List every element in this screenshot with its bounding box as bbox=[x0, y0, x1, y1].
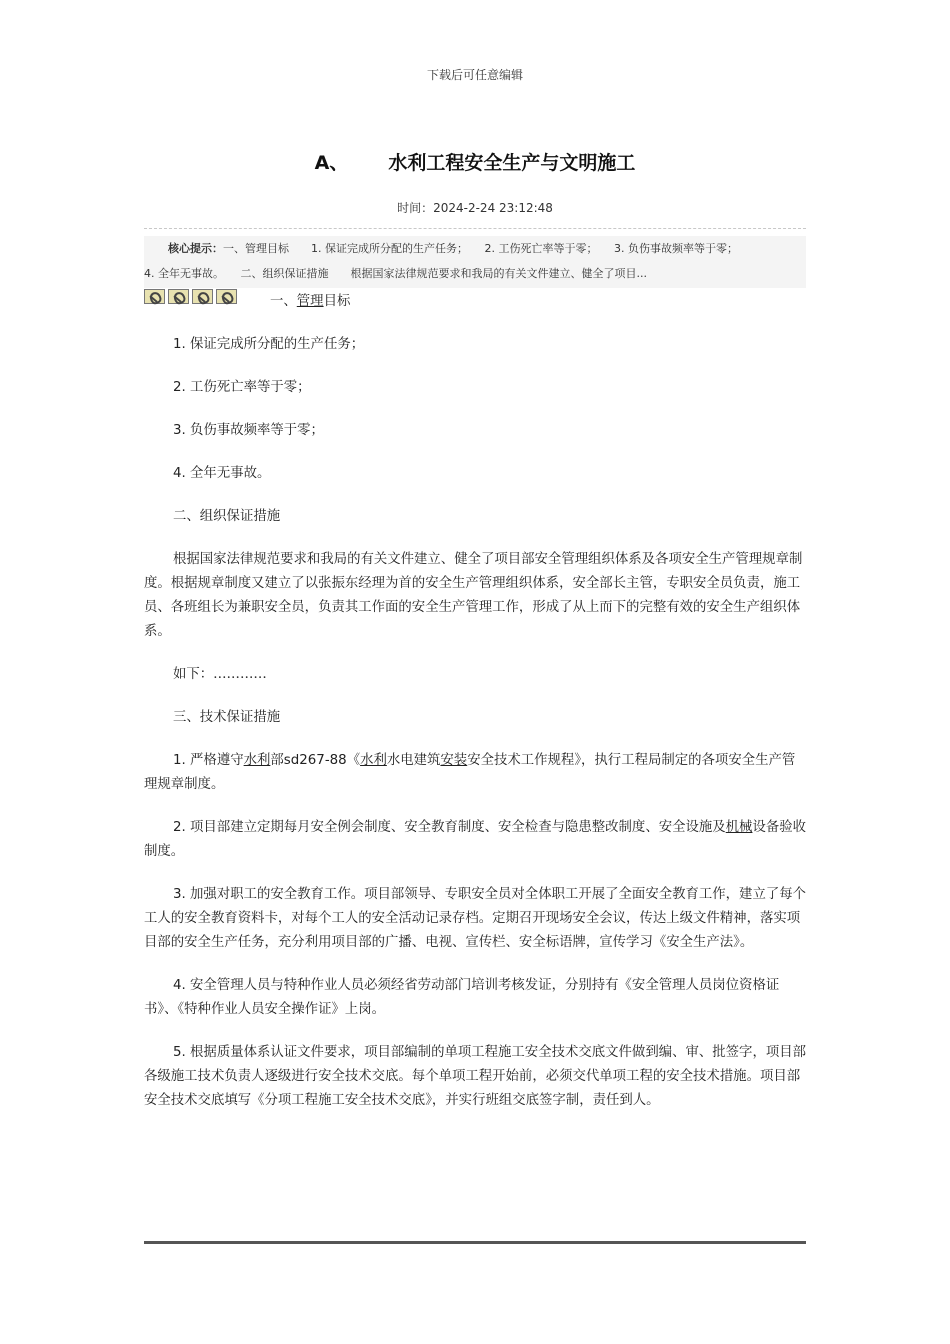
goal-item bbox=[144, 419, 806, 443]
tech-item-2 bbox=[144, 816, 806, 864]
as-follows: 如下：………… bbox=[173, 667, 267, 682]
item-number: 2. bbox=[173, 380, 186, 395]
section-heading-2: 二、组织保证措施 bbox=[173, 509, 281, 524]
item-number: 4. bbox=[173, 466, 186, 481]
tech-item-4 bbox=[144, 974, 806, 1022]
tech-item-1 bbox=[144, 749, 806, 797]
standard-code: sd267-88 bbox=[283, 753, 347, 768]
item-number: 1. bbox=[173, 337, 186, 352]
publish-time bbox=[0, 199, 950, 216]
item-number: 3. bbox=[173, 423, 186, 438]
item-text: 安全管理人员与特种作业人员必须经省劳动部门培训考核发证，分别持有《安全管理人员岗位资格证书》、《特种作业人员安全操作证》上岗。 bbox=[144, 978, 780, 1017]
keyword-link[interactable]: 管理 bbox=[296, 294, 324, 309]
summary-text: 一、管理目标 bbox=[223, 242, 311, 255]
item-text: 安全技术工作规程》，执行工程局制定的各项安全生产管理规章制度。 bbox=[144, 753, 796, 792]
item-text: 项目部建立定期每月安全例会制度、安全教育制度、安全检查与隐患整改制度、安全设施及 bbox=[185, 820, 726, 835]
page-title bbox=[0, 148, 950, 175]
summary-num: 1. bbox=[311, 242, 322, 255]
time-label: 时间： bbox=[397, 201, 434, 215]
dashed-divider bbox=[144, 228, 806, 229]
keyword-link[interactable]: 水利 bbox=[360, 753, 387, 768]
summary-text: 全年无事故。 二、组织保证措施 根据国家法律规范要求和我局的有关文件建立、健全了项目... bbox=[154, 267, 647, 280]
item-text: 部 bbox=[270, 753, 284, 768]
summary-row-2 bbox=[144, 261, 806, 286]
org-paragraph: 根据国家法律规范要求和我局的有关文件建立、健全了项目部安全管理组织体系及各项安全生产管理规章制度。根据规章制度又建立了以张振东经理为首的安全生产管理组织体系，安全部长主管，专职安全员负责，施工员、各班组长为兼职安全员，负责其工作面的安全生产管理工作，形成了从上而下的完整有效的安全生产组织体系。 bbox=[144, 552, 803, 639]
item-number: 3. bbox=[173, 887, 186, 902]
summary-num: 2. bbox=[484, 242, 495, 255]
item-text: 根据质量体系认证文件要求，项目部编制的单项工程施工安全技术交底文件做到编、审、批签字，项目部各级施工技术负责人逐级进行安全技术交底。每个单项工程开始前，必须交代单项工程的安全技术措施。项目部安全技术交底填写《分项工程施工安全技术交底》，并实行班组交底签字制，责任到人。 bbox=[144, 1045, 807, 1108]
summary-num: 4. bbox=[144, 267, 155, 280]
bottom-divider bbox=[144, 1241, 806, 1244]
item-number: 2. bbox=[173, 820, 186, 835]
summary-text: 负伤事故频率等于零； bbox=[624, 242, 738, 255]
section-heading-1 bbox=[144, 290, 806, 314]
item-number: 4. bbox=[173, 978, 186, 993]
item-text: 工伤死亡率等于零； bbox=[185, 380, 311, 395]
time-value: 2024-2-24 23:12:48 bbox=[433, 201, 553, 215]
article-body bbox=[144, 290, 806, 1113]
item-text: 水电建筑 bbox=[386, 753, 441, 768]
summary-row-1 bbox=[144, 236, 806, 261]
keyword-link[interactable]: 机械 bbox=[725, 820, 753, 835]
item-text: 保证完成所分配的生产任务； bbox=[185, 337, 365, 352]
core-summary bbox=[144, 236, 806, 288]
summary-text: 保证完成所分配的生产任务； bbox=[321, 242, 485, 255]
section-heading-3: 三、技术保证措施 bbox=[173, 710, 281, 725]
goal-item bbox=[144, 333, 806, 357]
summary-text: 工伤死亡率等于零； bbox=[495, 242, 614, 255]
tech-item-3 bbox=[144, 883, 806, 955]
item-number: 5. bbox=[173, 1045, 186, 1060]
tech-item-5 bbox=[144, 1041, 806, 1113]
item-text: 严格遵守 bbox=[185, 753, 244, 768]
title-text: 水利工程安全生产与文明施工 bbox=[388, 152, 636, 174]
goal-item bbox=[144, 462, 806, 486]
item-number: 1. bbox=[173, 753, 186, 768]
summary-num: 3. bbox=[614, 242, 625, 255]
item-text: 负伤事故频率等于零； bbox=[185, 423, 324, 438]
item-text: 加强对职工的安全教育工作。项目部领导、专职安全员对全体职工开展了全面安全教育工作，建立了每个工人的安全教育资料卡，对每个工人的安全活动记录存档。定期召开现场安全会议，传达上级文件精神，落实项目部的安全生产任务，充分利用项目部的广播、电视、宣传栏、安全标语牌，宣传学习《安全生产法》。 bbox=[144, 887, 807, 950]
item-text: 全年无事故。 bbox=[185, 466, 271, 481]
item-text: 《 bbox=[346, 753, 361, 768]
keyword-link[interactable]: 安装 bbox=[440, 753, 468, 768]
summary-label: 核心提示： bbox=[168, 242, 223, 255]
heading-text: 目标 bbox=[323, 294, 351, 309]
item-text: 设备验收制度。 bbox=[144, 820, 807, 859]
heading-text: 一、 bbox=[270, 294, 297, 309]
title-number: A、 bbox=[314, 152, 349, 174]
header-note: 下载后可任意编辑 bbox=[426, 68, 523, 82]
goal-item bbox=[144, 376, 806, 400]
keyword-link[interactable]: 水利 bbox=[243, 753, 271, 768]
